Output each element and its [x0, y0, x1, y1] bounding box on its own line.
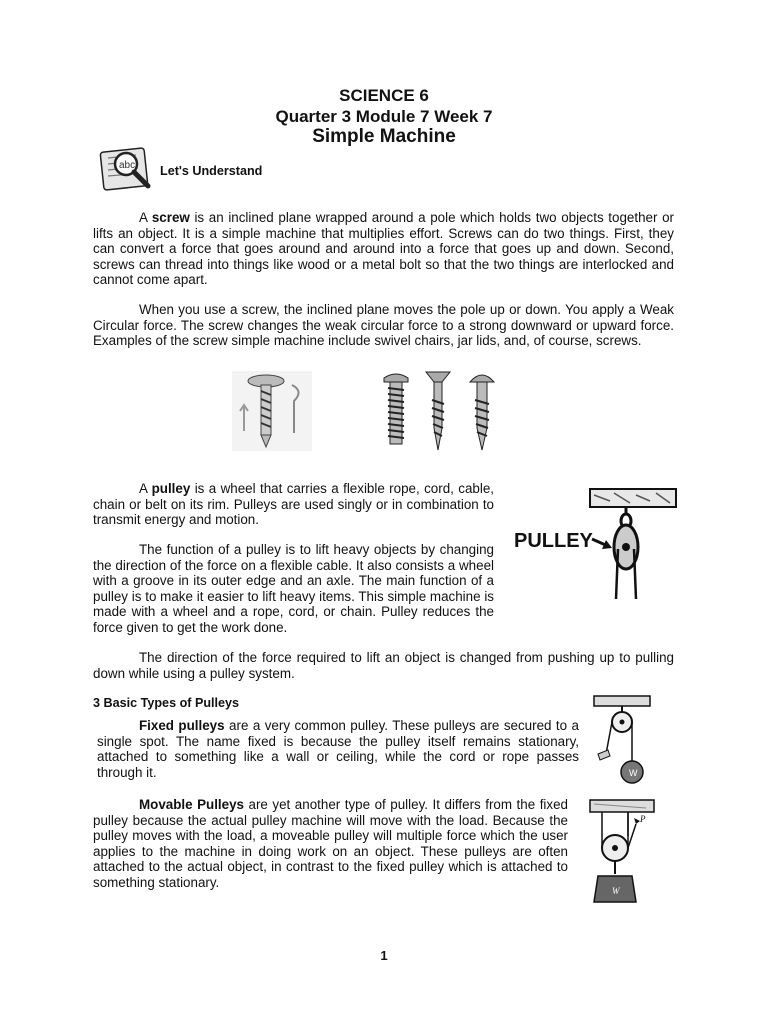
page-title: Simple Machine — [312, 126, 456, 147]
fixed-pulleys-paragraph: Fixed pulleys are a very common pulley. These pulleys are secured to a single spot. The name fixed is because the pulley itself remains stationary, attached to something like a wall or ceiling, while the cord or rope passes through it. — [97, 718, 579, 780]
svg-text:abc: abc — [119, 160, 136, 171]
screw-paragraph-2: When you use a screw, the inclined plane moves the pole up or down. You apply a Weak Circular force. The screw changes the weak circular force to a strong downward or upward force. Examples of the screw simple machine include swivel chairs, jar lids, and, of course, screws. — [93, 302, 674, 349]
screw-inclined-plane-image — [232, 371, 312, 451]
screw-paragraph-1: A screw is an inclined plane wrapped around a pole which holds two objects together or lifts an object. It is a simple machine that multiplies effort. Screws can do two things. First, they can convert a force that goes around and around into a force that goes up and down. Second, screws can thread into things like wood or a metal bolt so that the two things are interlocked and cannot come apart. — [93, 210, 674, 288]
pulley-term: pulley — [151, 481, 191, 496]
movable-pulleys-paragraph: Movable Pulleys are yet another type of pulley. It differs from the fixed pulley because the actual pulley machine will move with the load. Because the pulley moves with the load, a moveable pulley will multiple force which the user applies to the machine in doing work on an object. These pulleys are often attached to the actual object, in contrast to the fixed pulley which is attached to something stationary. — [93, 797, 568, 890]
types-heading: 3 Basic Types of Pulleys — [93, 696, 240, 710]
screw-examples-image — [380, 370, 506, 456]
pulley-paragraph-1: A pulley is a wheel that carries a flexible rope, cord, cable, chain or belt on its rim. Pulleys are used singly or in combination to transmit energy and motion. — [93, 481, 494, 528]
module-title: Quarter 3 Module 7 Week 7 — [275, 107, 493, 126]
magnifier-book-icon — [98, 144, 156, 192]
section-label: Let's Understand — [160, 164, 263, 178]
pulley-label: PULLEY — [514, 530, 593, 552]
movable-pulley-illustration — [586, 796, 660, 908]
fixed-pulley-illustration — [590, 694, 656, 786]
fixed-pulleys-term: Fixed pulleys — [139, 718, 225, 733]
movable-pulleys-term: Movable Pulleys — [139, 797, 244, 812]
screw-term: screw — [151, 210, 190, 225]
page-number: 1 — [380, 948, 388, 963]
effort-label: P — [640, 814, 646, 824]
pulley-paragraph-2: The function of a pulley is to lift heavy objects by changing the direction of the force on a flexible cable. It also consists a wheel with a groove in its outer edge and an axle. The main function of a pulley is to make it easier to lift heavy items. This simple machine is made with a wheel and a rope, cord, or chain. Pulley reduces the force given to get the work done. — [93, 542, 494, 635]
subject-title: SCIENCE 6 — [339, 86, 429, 105]
fixed-load-label: W — [629, 768, 638, 778]
movable-load-label: W — [612, 886, 620, 896]
pulley-illustration — [510, 487, 680, 607]
pulley-paragraph-3: The direction of the force required to lift an object is changed from pushing up to pulling down while using a pulley system. — [93, 650, 674, 681]
